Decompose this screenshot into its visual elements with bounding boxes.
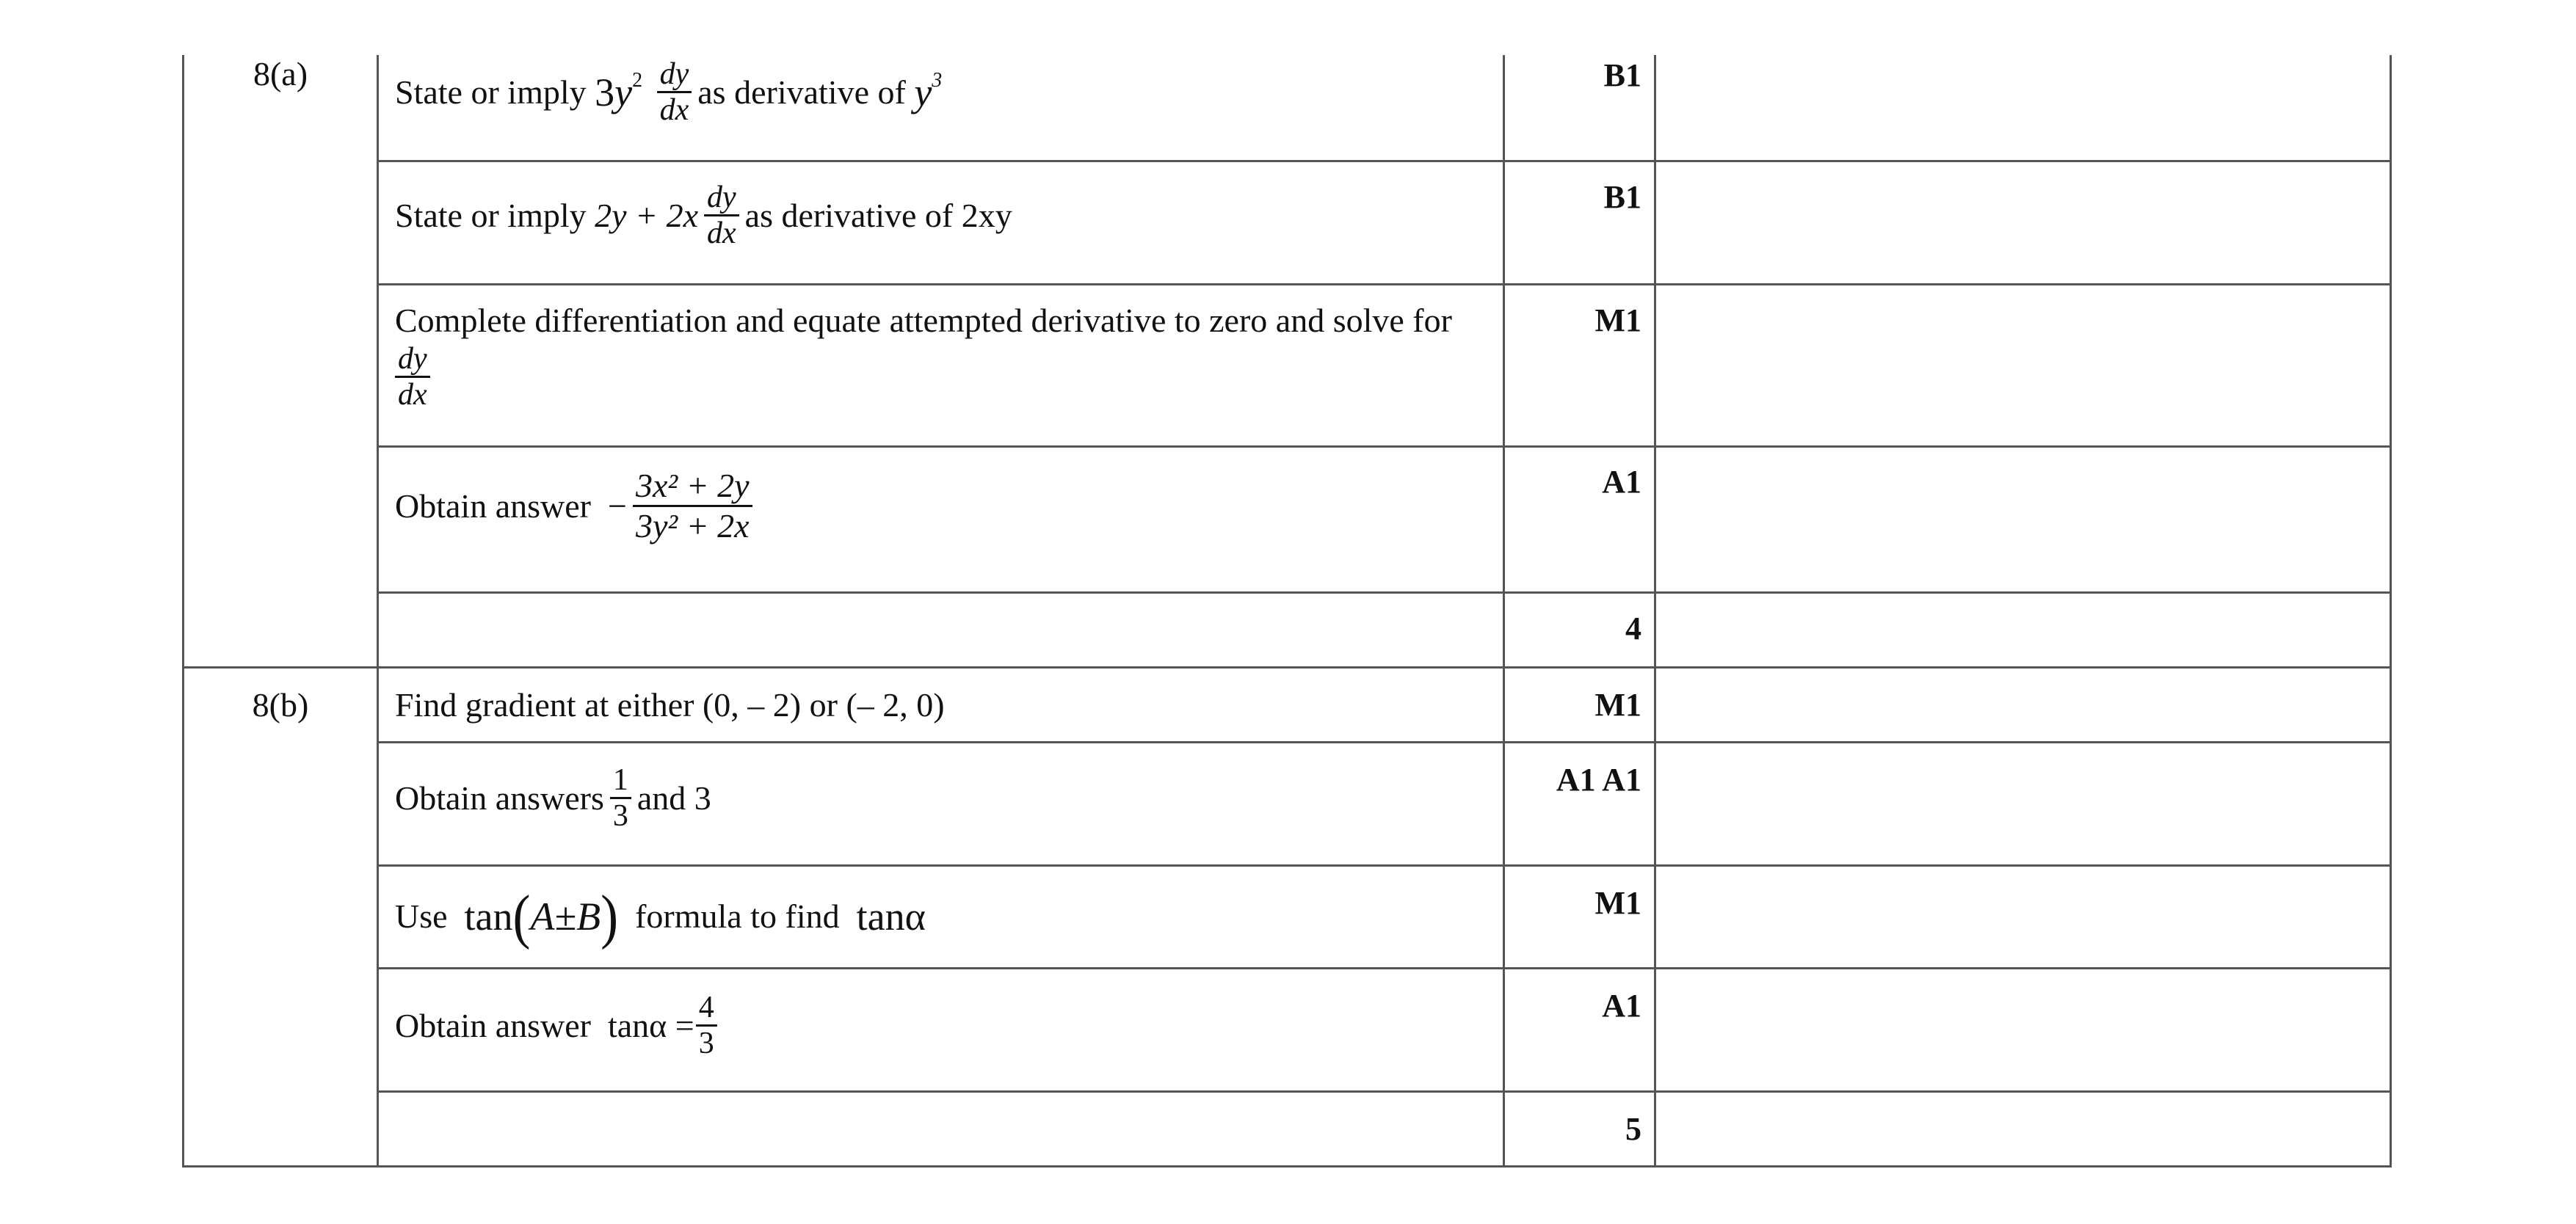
row-divider xyxy=(377,591,2392,594)
answer-term: $3y^2$ xyxy=(595,68,643,114)
tan-argument: A±B xyxy=(530,895,601,939)
row-divider xyxy=(377,864,2392,867)
answer-8b-tan-formula: Use tan ( A±B ) formula to find tanα xyxy=(395,883,926,950)
answer-text: Obtain answer xyxy=(395,1006,591,1044)
row-divider xyxy=(377,283,2392,285)
answer-text: Find gradient at either (0, – 2) or (– 2, 0) xyxy=(395,686,945,724)
mark-a1: A1 xyxy=(1602,464,1641,500)
answer-text: as derivative of xyxy=(697,73,906,111)
answer-8b-gradients-values xyxy=(395,763,1481,833)
row-divider xyxy=(377,160,2392,162)
column-divider-guidance xyxy=(1654,55,1656,1167)
column-divider-answer xyxy=(377,55,379,1167)
answer-8a-implicit-y3 xyxy=(395,57,1481,127)
mark-total: 5 xyxy=(1625,1111,1641,1147)
dy-dx-fraction: $\frac{dy}{dx}$ xyxy=(657,57,692,127)
answer-8a-product-rule xyxy=(395,181,1481,250)
answer-8a-final xyxy=(395,467,1481,545)
column-divider-marks xyxy=(1503,55,1505,1167)
table-border-bottom xyxy=(182,1165,2392,1167)
mark-a1-a1: A1 A1 xyxy=(1556,762,1641,798)
answer-text: State or imply xyxy=(395,196,587,234)
answer-text: Obtain answers xyxy=(395,779,604,817)
row-divider xyxy=(377,445,2392,448)
mark-total: 4 xyxy=(1625,611,1641,646)
answer-fraction: $\frac{4}{3}$ xyxy=(696,991,717,1060)
mark-m1: M1 xyxy=(1594,885,1641,921)
answer-text: State or imply xyxy=(395,73,587,111)
mark-m1: M1 xyxy=(1594,302,1641,338)
table-border-right xyxy=(2390,55,2392,1167)
minus-sign: − xyxy=(607,487,627,525)
dy-dx-fraction: $\frac{dy}{dx}$ xyxy=(395,342,430,412)
dy-dx-fraction: $\frac{dy}{dx}$ xyxy=(704,181,739,250)
mark-b1: B1 xyxy=(1603,57,1641,93)
row-divider xyxy=(377,741,2392,743)
tan-alpha: tanα xyxy=(856,895,926,939)
answer-fraction: $\frac{\text{3x² + 2y}}{\text{3y² + 2x}}$ xyxy=(633,467,752,545)
row-divider xyxy=(377,1090,2392,1093)
answer-term: $y^3$ xyxy=(914,68,943,114)
question-divider xyxy=(182,666,2392,669)
answer-8b-gradient xyxy=(395,684,1481,726)
mark-a1: A1 xyxy=(1602,988,1641,1024)
answer-term: 2y + 2x xyxy=(595,196,699,234)
answer-text: Use xyxy=(395,897,448,935)
question-label: 8(b) xyxy=(252,686,309,724)
answer-text: formula to find xyxy=(635,897,840,935)
answer-8b-final xyxy=(395,991,1481,1060)
answer-text: Obtain answer xyxy=(395,487,591,525)
answer-text: and 3 xyxy=(636,779,711,817)
answer-term: tanα = xyxy=(607,1006,694,1044)
question-label: 8(a) xyxy=(253,55,308,92)
mark-b1: B1 xyxy=(1603,179,1641,215)
row-divider xyxy=(377,967,2392,969)
mark-m1: M1 xyxy=(1594,687,1641,723)
tan-function: tan xyxy=(464,895,513,939)
answer-text: Complete differentiation and equate attempted derivative to zero and solve for xyxy=(395,302,1452,339)
table-border-left xyxy=(182,55,184,1167)
answer-fraction: $\frac{1}{3}$ xyxy=(610,763,631,833)
answer-text: as derivative of 2xy xyxy=(744,196,1012,234)
answer-8a-complete-differentiation xyxy=(395,299,1481,412)
